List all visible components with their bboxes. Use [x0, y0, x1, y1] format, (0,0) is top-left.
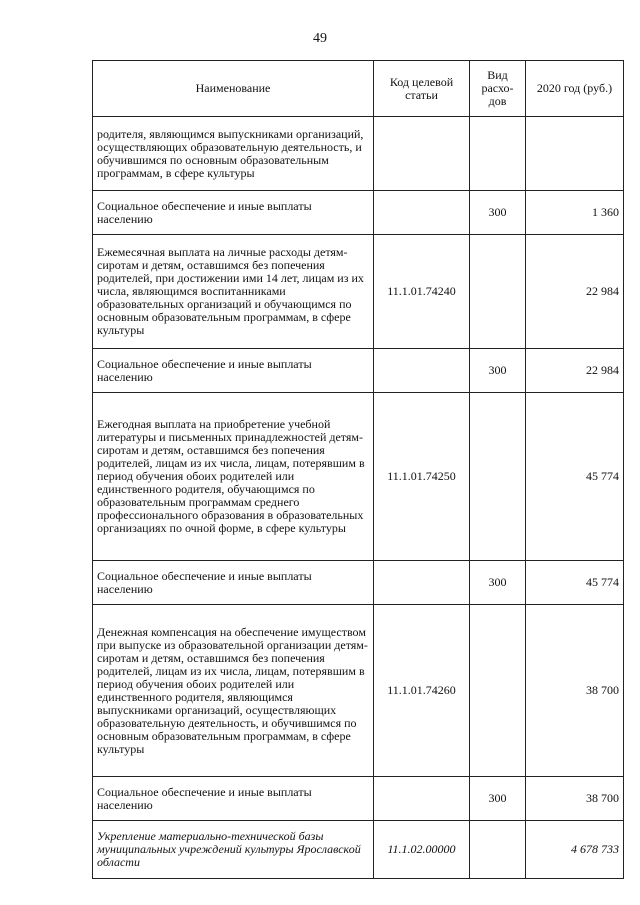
cell-code: 11.1.02.00000 [374, 821, 470, 879]
cell-amount [526, 117, 624, 191]
header-name: Наименование [93, 61, 374, 117]
table-row [93, 561, 624, 605]
cell-kind: 300 [470, 349, 526, 393]
cell-name: Ежегодная выплата на приобретение учебной литературы и письменных принадлежностей детям-сиротам и детям, оставшимся без попечения родителей, лицам из их числа, лицам, потерявшим в период обучения обоих родителей или единственного родителя, обучающимся по образовательным программам среднего профессионального образования в образовательных организациях по очной форме, в сфере культуры [93, 393, 374, 561]
cell-code [374, 349, 470, 393]
cell-amount: 1 360 [526, 191, 624, 235]
cell-name: Укрепление материально-технической базы муниципальных учреждений культуры Ярославской области [93, 821, 374, 879]
cell-name: Социальное обеспечение и иные выплаты населению [93, 191, 374, 235]
cell-amount: 38 700 [526, 605, 624, 777]
cell-code [374, 191, 470, 235]
table-row [93, 235, 624, 349]
header-amount: 2020 год (руб.) [526, 61, 624, 117]
table-row [93, 117, 624, 191]
cell-amount: 22 984 [526, 235, 624, 349]
cell-name: Денежная компенсация на обеспечение имуществом при выпуске из образовательной организации детям-сиротам и детям, оставшимся без попечения родителей, лицам из их числа, лицам, потерявшим в период обучения обоих родителей или единственного родителя, являющимся выпускниками организаций, осуществляющих образовательную деятельность, и обучившимся по основным образовательным программам, в сфере культуры [93, 605, 374, 777]
table-row [93, 777, 624, 821]
cell-kind [470, 117, 526, 191]
cell-code: 11.1.01.74250 [374, 393, 470, 561]
cell-kind [470, 235, 526, 349]
cell-kind [470, 393, 526, 561]
cell-amount: 22 984 [526, 349, 624, 393]
table-row [93, 349, 624, 393]
cell-kind [470, 821, 526, 879]
cell-code [374, 561, 470, 605]
page-number: 49 [313, 31, 327, 46]
cell-code [374, 777, 470, 821]
cell-code: 11.1.01.74260 [374, 605, 470, 777]
cell-amount: 38 700 [526, 777, 624, 821]
header-code: Код целевой статьи [374, 61, 470, 117]
budget-table [92, 60, 624, 879]
cell-kind: 300 [470, 191, 526, 235]
cell-name: родителя, являющимся выпускниками организаций, осуществляющих образовательную деятельность, и обучившимся по основным образовательным программам, в сфере культуры [93, 117, 374, 191]
table-row [93, 821, 624, 879]
cell-code: 11.1.01.74240 [374, 235, 470, 349]
table-row [93, 605, 624, 777]
cell-amount: 4 678 733 [526, 821, 624, 879]
cell-amount: 45 774 [526, 561, 624, 605]
header-row [93, 61, 624, 117]
cell-kind [470, 605, 526, 777]
cell-name: Социальное обеспечение и иные выплаты населению [93, 349, 374, 393]
cell-kind: 300 [470, 777, 526, 821]
cell-name: Социальное обеспечение и иные выплаты населению [93, 777, 374, 821]
cell-code [374, 117, 470, 191]
header-kind: Вид расхо-дов [470, 61, 526, 117]
cell-name: Ежемесячная выплата на личные расходы детям-сиротам и детям, оставшимся без попечения родителей, при достижении ими 14 лет, лицам из их числа, являющимся воспитанниками образовательных организаций и обучающимся по основным образовательным программам, в сфере культуры [93, 235, 374, 349]
cell-kind: 300 [470, 561, 526, 605]
table-body [93, 117, 624, 879]
cell-name: Социальное обеспечение и иные выплаты населению [93, 561, 374, 605]
table-row [93, 191, 624, 235]
cell-amount: 45 774 [526, 393, 624, 561]
table-row [93, 393, 624, 561]
